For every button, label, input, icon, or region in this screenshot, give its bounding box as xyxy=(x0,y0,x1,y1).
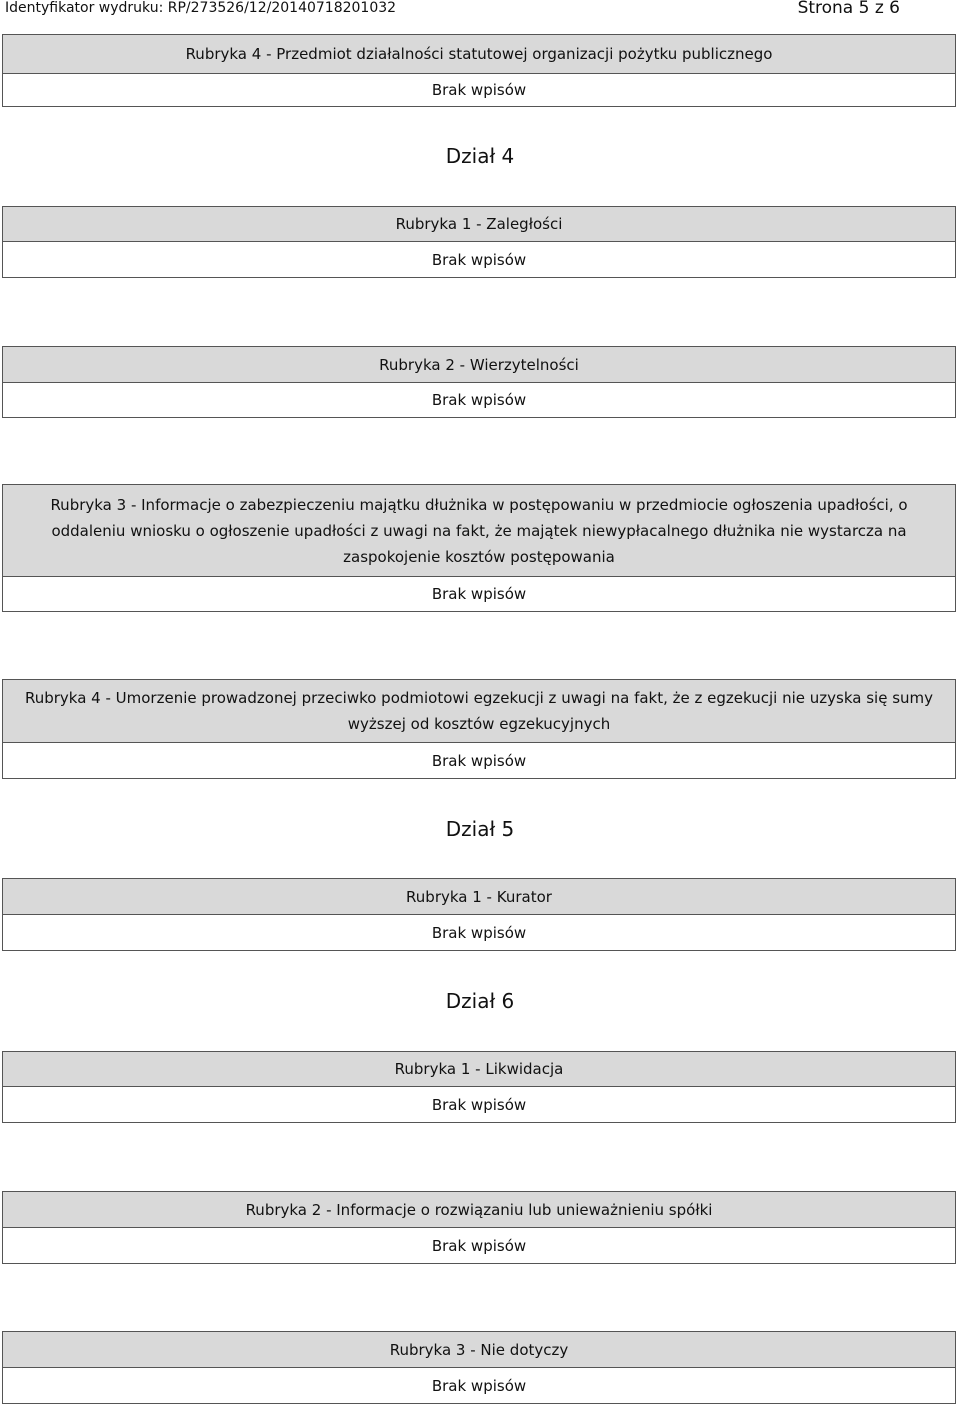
dzial-5-heading: Dział 5 xyxy=(445,817,515,841)
rubryka-value-d3r4: Brak wpisów xyxy=(2,73,956,107)
rubryka-value-d4r4: Brak wpisów xyxy=(2,742,956,779)
rubryka-title-d6r2: Rubryka 2 - Informacje o rozwiązaniu lub unieważnieniu spółki xyxy=(2,1191,956,1228)
rubryka-value-d4r3: Brak wpisów xyxy=(2,576,956,612)
rubryka-title-d3r4: Rubryka 4 - Przedmiot działalności statutowej organizacji pożytku publicznego xyxy=(2,34,956,74)
rubryka-value-d5r1: Brak wpisów xyxy=(2,914,956,951)
rubryka-value-d6r3: Brak wpisów xyxy=(2,1367,956,1404)
rubryka-title-d4r2: Rubryka 2 - Wierzytelności xyxy=(2,346,956,383)
page-number: Strona 5 z 6 xyxy=(797,0,900,18)
rubryka-value-d4r2: Brak wpisów xyxy=(2,382,956,418)
rubryka-value-d6r1: Brak wpisów xyxy=(2,1086,956,1123)
rubryka-value-d6r2: Brak wpisów xyxy=(2,1227,956,1264)
rubryka-title-d4r3: Rubryka 3 - Informacje o zabezpieczeniu majątku dłużnika w postępowaniu w przedmiocie ogłoszenia upadłości, o oddaleniu wniosku o ogłoszenie upadłości z uwagi na fakt, że majątek niewypłacalnego dłużnika nie wystarcza na zaspokojenie kosztów postępowania xyxy=(2,484,956,577)
dzial-4-heading: Dział 4 xyxy=(445,144,515,168)
rubryka-title-d6r1: Rubryka 1 - Likwidacja xyxy=(2,1051,956,1087)
rubryka-title-d6r3: Rubryka 3 - Nie dotyczy xyxy=(2,1331,956,1368)
rubryka-value-d4r1: Brak wpisów xyxy=(2,241,956,278)
rubryka-title-d5r1: Rubryka 1 - Kurator xyxy=(2,878,956,915)
rubryka-title-d4r1: Rubryka 1 - Zaległości xyxy=(2,206,956,242)
print-identifier: Identyfikator wydruku: RP/273526/12/20140718201032 xyxy=(5,0,397,16)
dzial-6-heading: Dział 6 xyxy=(445,989,515,1013)
rubryka-title-d4r4: Rubryka 4 - Umorzenie prowadzonej przeciwko podmiotowi egzekucji z uwagi na fakt, że z egzekucji nie uzyska się sumy wyższej od kosztów egzekucyjnych xyxy=(2,679,956,743)
